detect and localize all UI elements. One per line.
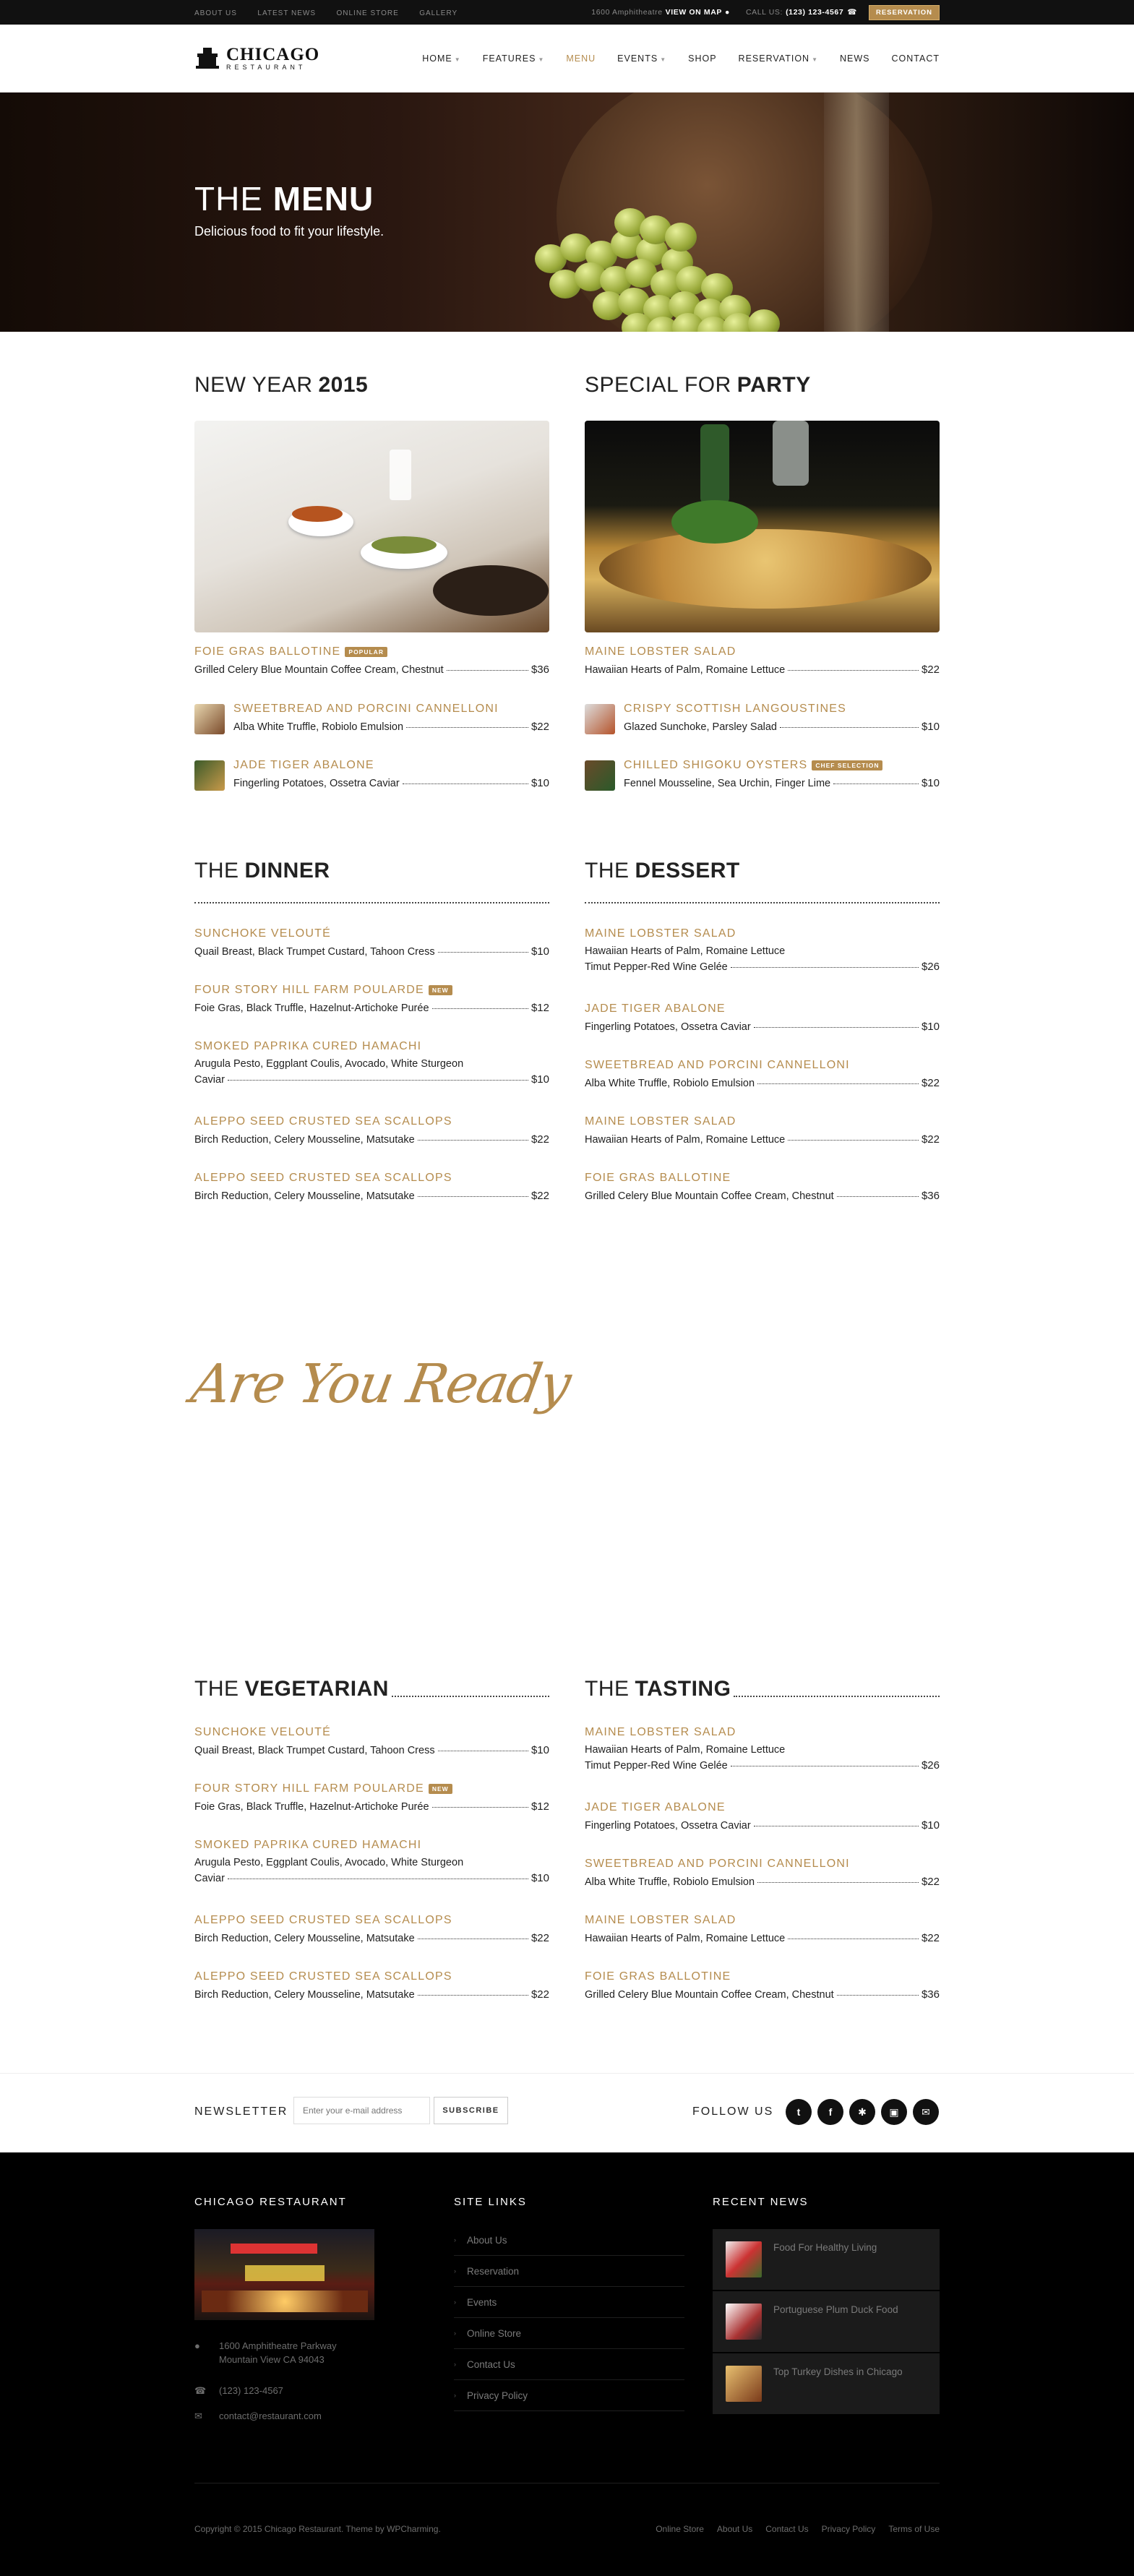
description-text: Fingerling Potatoes, Ossetra Caviar [585, 1021, 751, 1033]
menu-item-description [585, 1021, 940, 1033]
dotted-leader [432, 1807, 528, 1808]
phone-icon: ☎ [194, 2385, 207, 2396]
recent-news-item[interactable] [713, 2353, 940, 2415]
menu-item-price: $26 [921, 961, 940, 973]
menu-item-name[interactable] [233, 703, 549, 716]
site-header [0, 25, 1134, 93]
description-text: Foie Gras, Black Truffle, Hazelnut-Artichoke Purée [194, 1801, 429, 1813]
bottom-link-privacy[interactable]: Privacy Policy [821, 2524, 876, 2534]
dotted-leader [833, 783, 919, 784]
description-text: Grilled Celery Blue Mountain Coffee Cream, Chestnut [194, 664, 444, 676]
menu-item-title: SUNCHOKE VELOUTÉ [194, 927, 332, 940]
nav-reservation[interactable]: RESERVATION ▼ [738, 53, 818, 64]
menu-item-title: MAINE LOBSTER SALAD [585, 1914, 736, 1926]
menu-item-title: ALEPPO SEED CRUSTED SEA SCALLOPS [194, 1115, 452, 1128]
menu-item-thumbnail[interactable] [585, 760, 615, 791]
footer [0, 2152, 1134, 2576]
menu-item-price: $10 [921, 721, 940, 733]
menu-item-name[interactable] [194, 1172, 549, 1185]
footer-site-link[interactable] [454, 2225, 684, 2256]
menu-item-title: CHILLED SHIGOKU OYSTERS [624, 759, 808, 771]
description-text: Timut Pepper-Red Wine Gelée [585, 961, 728, 973]
view-on-map-link[interactable]: VIEW ON MAP [665, 8, 722, 17]
footer-link-label: Events [467, 2296, 497, 2308]
menu-item-name[interactable] [585, 1172, 940, 1185]
nav-home[interactable]: HOME ▼ [422, 53, 461, 64]
description-text: Quail Breast, Black Trumpet Custard, Tahoon Cress [194, 1745, 435, 1756]
nav-features[interactable]: FEATURES ▼ [482, 53, 545, 64]
menu-item[interactable] [194, 984, 549, 1014]
menu-item-title: SWEETBREAD AND PORCINI CANNELLONI [585, 1858, 850, 1870]
menu-item-title: SUNCHOKE VELOUTÉ [194, 1726, 332, 1738]
top-links [194, 6, 475, 19]
menu-item-price: $12 [531, 1800, 549, 1813]
dotted-leader [438, 952, 528, 953]
description-text: Hawaiian Hearts of Palm, Romaine Lettuce [585, 1134, 786, 1146]
top-link-gallery[interactable]: GALLERY [419, 9, 458, 17]
description-text: Alba White Truffle, Robiolo Emulsion [233, 721, 404, 733]
menu-item-title: JADE TIGER ABALONE [233, 759, 374, 771]
menu-item-name[interactable] [194, 1726, 549, 1739]
menu-item-name[interactable] [585, 1801, 940, 1814]
menu-item-description [194, 1800, 549, 1813]
description-text: Birch Reduction, Celery Mousseline, Matsutake [194, 1134, 415, 1146]
menu-item-badge: POPULAR [345, 647, 387, 657]
menu-item-title: MAINE LOBSTER SALAD [585, 1726, 736, 1738]
top-link-about[interactable]: ABOUT US [194, 9, 237, 17]
menu-item[interactable] [585, 1914, 940, 1944]
description-text: Birch Reduction, Celery Mousseline, Matsutake [194, 1190, 415, 1202]
phone-icon: ☎ [847, 8, 857, 17]
copyright: Copyright © 2015 Chicago Restaurant. Theme by WPCharming. [194, 2524, 441, 2534]
news-title[interactable]: Food For Healthy Living [773, 2242, 877, 2253]
menu-item[interactable] [194, 1040, 549, 1086]
menu-item-title: MAINE LOBSTER SALAD [585, 1115, 736, 1128]
footer-site-link[interactable] [454, 2380, 684, 2411]
menu-item-thumbnail[interactable] [585, 704, 615, 734]
menu-item-name[interactable] [585, 1970, 940, 1983]
dotted-leader [418, 1995, 528, 1996]
menu-item-title: ALEPPO SEED CRUSTED SEA SCALLOPS [194, 1914, 452, 1926]
description-text: Fingerling Potatoes, Ossetra Caviar [233, 778, 400, 789]
address-line-1: 1600 Amphitheatre Parkway [219, 2340, 337, 2351]
menu-item-title: SMOKED PAPRIKA CURED HAMACHI [194, 1839, 422, 1851]
footer-email-text[interactable]: contact@restaurant.com [219, 2410, 322, 2421]
section-title-dessert: THE DESSERT [585, 859, 740, 883]
menu-item-badge: NEW [429, 985, 452, 995]
menu-item-badge: NEW [429, 1784, 452, 1794]
envelope-icon: ✉ [194, 2410, 202, 2421]
section-title-party: SPECIAL FOR PARTY [585, 373, 811, 397]
menu-item-price: $36 [921, 1988, 940, 2001]
menu-item-name[interactable] [194, 1782, 549, 1795]
menu-item-name[interactable] [233, 759, 549, 772]
call-label: CALL US: [745, 8, 783, 17]
menu-item-name[interactable] [585, 1914, 940, 1927]
menu-item[interactable] [194, 927, 549, 958]
dotted-leader [757, 1882, 919, 1883]
twitter-icon[interactable]: t [786, 2099, 812, 2125]
menu-item-description [194, 1073, 549, 1086]
menu-item-title: FOIE GRAS BALLOTINE [194, 645, 341, 658]
recent-news-item[interactable] [713, 2291, 940, 2353]
menu-item-name[interactable] [194, 1839, 549, 1852]
menu-item-description [585, 1876, 940, 1888]
menu-item-description-line: Arugula Pesto, Eggplant Coulis, Avocado, White Sturgeon [194, 1857, 464, 1868]
description-text: Alba White Truffle, Robiolo Emulsion [585, 1078, 755, 1089]
menu-item-name[interactable] [194, 1040, 549, 1053]
menu-item-price: $22 [921, 1876, 940, 1888]
menu-item-description [194, 1744, 549, 1756]
menu-item-description [233, 777, 549, 789]
grape-image [665, 223, 697, 252]
bottom-link-contact[interactable]: Contact Us [765, 2524, 809, 2534]
menu-item-title: ALEPPO SEED CRUSTED SEA SCALLOPS [194, 1172, 452, 1184]
description-text: Caviar [194, 1873, 225, 1884]
menu-item-name[interactable] [624, 759, 940, 772]
dotted-leader [837, 1995, 919, 1996]
menu-item-title: FOUR STORY HILL FARM POULARDE [194, 1782, 424, 1795]
menu-item[interactable] [585, 1726, 940, 1772]
menu-item-name[interactable] [194, 1115, 549, 1128]
menu-item-title: SWEETBREAD AND PORCINI CANNELLONI [233, 703, 499, 715]
menu-item-description [585, 1932, 940, 1944]
menu-item-description [194, 1988, 549, 2001]
top-link-news[interactable]: LATEST NEWS [257, 9, 317, 17]
menu-item-title: FOUR STORY HILL FARM POULARDE [194, 984, 424, 996]
bottom-link-terms[interactable]: Terms of Use [888, 2524, 940, 2534]
section-title-newyear: NEW YEAR 2015 [194, 373, 369, 397]
menu-item[interactable] [585, 1801, 940, 1832]
menu-item[interactable] [585, 645, 940, 676]
menu-item-description [194, 664, 549, 676]
menu-item-name[interactable] [585, 1115, 940, 1128]
menu-item-title: SMOKED PAPRIKA CURED HAMACHI [194, 1040, 422, 1052]
menu-item[interactable] [194, 1970, 549, 2001]
menu-item-description [585, 961, 940, 973]
menu-item-description [585, 1133, 940, 1146]
footer-phone [194, 2385, 283, 2397]
menu-item-price: $26 [921, 1759, 940, 1772]
description-text: Hawaiian Hearts of Palm, Romaine Lettuce [585, 1933, 786, 1944]
bottom-link-about[interactable]: About Us [716, 2524, 753, 2534]
dotted-leader [418, 1196, 528, 1197]
menu-item[interactable] [585, 1059, 940, 1089]
menu-item-price: $10 [531, 1872, 549, 1884]
footer-title-about: CHICAGO RESTAURANT [194, 2196, 347, 2208]
dotted-leader [228, 1080, 528, 1081]
menu-item-description [585, 1988, 940, 2001]
dotted-leader [731, 967, 919, 968]
menu-item[interactable] [624, 703, 940, 733]
nav-shop[interactable]: SHOP [688, 53, 717, 64]
menu-item[interactable] [194, 1115, 549, 1146]
menu-item-name[interactable] [585, 927, 940, 940]
description-text: Fingerling Potatoes, Ossetra Caviar [585, 1820, 751, 1832]
menu-item-price: $10 [531, 1073, 549, 1086]
footer-link-label: Online Store [467, 2327, 522, 2339]
menu-item-description-line: Hawaiian Hearts of Palm, Romaine Lettuce [585, 1744, 786, 1756]
menu-item-description [585, 1077, 940, 1089]
menu-item-title: SWEETBREAD AND PORCINI CANNELLONI [585, 1059, 850, 1071]
description-text: Quail Breast, Black Trumpet Custard, Tahoon Cress [194, 946, 435, 958]
menu-item[interactable] [585, 1858, 940, 1888]
menu-item[interactable] [624, 759, 940, 789]
description-text: Grilled Celery Blue Mountain Coffee Cream, Chestnut [585, 1989, 834, 2001]
menu-item[interactable] [233, 703, 549, 733]
menu-item-description [194, 1190, 549, 1202]
news-title[interactable]: Portuguese Plum Duck Food [773, 2304, 898, 2315]
menu-item-price: $10 [531, 945, 549, 958]
follow-us-label: FOLLOW US [692, 2105, 774, 2118]
menu-item-name[interactable] [194, 927, 549, 940]
footer-phone-text[interactable]: (123) 123-4567 [219, 2385, 283, 2396]
menu-item-price: $10 [921, 1021, 940, 1033]
hero-title: THE MENU [194, 180, 374, 218]
menu-item-name[interactable] [585, 1059, 940, 1072]
menu-item-description [194, 1002, 549, 1014]
menu-item-name[interactable] [585, 645, 940, 658]
email-icon[interactable]: ✉ [913, 2099, 939, 2125]
top-bar [0, 0, 1134, 25]
chevron-right-icon: › [454, 2330, 456, 2337]
menu-item-price: $36 [531, 664, 549, 676]
menu-item-price: $12 [531, 1002, 549, 1014]
menu-item-description-line: Arugula Pesto, Eggplant Coulis, Avocado, White Sturgeon [194, 1058, 464, 1070]
description-text: Grilled Celery Blue Mountain Coffee Cream, Chestnut [585, 1190, 834, 1202]
reservation-button[interactable]: RESERVATION [869, 5, 940, 20]
description-text: Fennel Mousseline, Sea Urchin, Finger Lime [624, 778, 831, 789]
footer-site-link[interactable] [454, 2256, 684, 2287]
dotted-leader [788, 1140, 919, 1141]
newsletter-label: NEWSLETTER [194, 2105, 288, 2118]
map-pin-icon: ● [725, 8, 730, 17]
main-nav [422, 53, 940, 64]
yelp-icon[interactable]: ✱ [849, 2099, 875, 2125]
description-text: Foie Gras, Black Truffle, Hazelnut-Artichoke Purée [194, 1003, 429, 1014]
menu-item-price: $10 [921, 1819, 940, 1832]
menu-item-price: $22 [531, 1190, 549, 1202]
chevron-right-icon: › [454, 2236, 456, 2244]
chevron-right-icon: › [454, 2361, 456, 2368]
menu-item-thumbnail[interactable] [194, 760, 225, 791]
instagram-icon[interactable]: ▣ [881, 2099, 907, 2125]
menu-item-price: $22 [531, 1932, 549, 1944]
menu-item-description [585, 1190, 940, 1202]
menu-item-description [624, 721, 940, 733]
menu-item-description [194, 1133, 549, 1146]
chevron-right-icon: › [454, 2267, 456, 2275]
description-text: Hawaiian Hearts of Palm, Romaine Lettuce [585, 664, 786, 676]
menu-item-price: $22 [921, 664, 940, 676]
divider [194, 902, 549, 903]
dotted-leader [447, 670, 528, 671]
menu-item-name[interactable] [585, 1726, 940, 1739]
menu-item-title: FOIE GRAS BALLOTINE [585, 1172, 731, 1184]
menu-item[interactable] [194, 1914, 549, 1944]
menu-item-title: CRISPY SCOTTISH LANGOUSTINES [624, 703, 847, 715]
menu-item-name[interactable] [194, 984, 549, 997]
menu-item-name[interactable] [585, 1858, 940, 1871]
logo-name: CHICAGO [226, 45, 320, 64]
hero-banner [0, 93, 1134, 332]
menu-item-badge: CHEF SELECTION [812, 760, 882, 770]
menu-item-price: $36 [921, 1190, 940, 1202]
nav-menu[interactable]: MENU [566, 53, 596, 64]
menu-item[interactable] [194, 1726, 549, 1756]
description-text: Glazed Sunchoke, Parsley Salad [624, 721, 777, 733]
menu-item-title: JADE TIGER ABALONE [585, 1801, 726, 1813]
footer-site-link[interactable] [454, 2349, 684, 2380]
footer-address [194, 2340, 337, 2365]
menu-item-description [194, 1932, 549, 1944]
news-thumbnail [726, 2366, 762, 2402]
menu-item-name[interactable] [194, 1970, 549, 1983]
footer-link-label: About Us [467, 2234, 507, 2246]
footer-site-link[interactable] [454, 2287, 684, 2318]
footer-site-link[interactable] [454, 2318, 684, 2349]
menu-item-price: $22 [531, 1988, 549, 2001]
chevron-down-icon: ▼ [454, 56, 461, 63]
wine-glass-image [824, 93, 889, 332]
menu-item-description [624, 777, 940, 789]
menu-item-name[interactable] [585, 1003, 940, 1016]
dotted-leader [780, 727, 919, 728]
chevron-right-icon: › [454, 2298, 456, 2306]
chevron-down-icon: ▼ [812, 56, 818, 63]
footer-bottom-links [656, 2524, 940, 2534]
menu-item[interactable] [585, 1115, 940, 1146]
chevron-right-icon: › [454, 2392, 456, 2399]
menu-item-price: $10 [531, 777, 549, 789]
menu-item-name[interactable] [194, 645, 549, 658]
menu-item-description [194, 1872, 549, 1884]
menu-item-price: $10 [531, 1744, 549, 1756]
top-address: 1600 Amphitheatre [591, 8, 663, 17]
chevron-down-icon: ▼ [660, 56, 667, 63]
menu-item[interactable] [585, 927, 940, 973]
section-title-vegetarian: THE VEGETARIAN [194, 1677, 549, 1701]
logo-subtitle: RESTAURANT [226, 64, 306, 71]
description-text: Timut Pepper-Red Wine Gelée [585, 1760, 728, 1772]
restaurant-storefront-image [194, 2229, 374, 2320]
menu-item-description [585, 1819, 940, 1832]
dotted-leader [406, 727, 528, 728]
logo-icon [194, 46, 220, 71]
menu-item-name[interactable] [624, 703, 940, 716]
footer-title-news: RECENT NEWS [713, 2196, 809, 2208]
menu-item-description [233, 721, 549, 733]
news-thumbnail [726, 2241, 762, 2277]
menu-item-description [585, 664, 940, 676]
are-you-ready-script: Are You Ready [186, 1353, 575, 1415]
nav-news[interactable]: NEWS [840, 53, 870, 64]
menu-item-description [585, 1759, 940, 1772]
menu-item[interactable] [585, 1003, 940, 1033]
menu-item-title: MAINE LOBSTER SALAD [585, 927, 736, 940]
footer-link-label: Reservation [467, 2265, 520, 2277]
newsletter-bar [0, 2073, 1134, 2152]
recent-news-item[interactable] [713, 2229, 940, 2291]
menu-item[interactable] [585, 1970, 940, 2001]
menu-item-price: $22 [531, 1133, 549, 1146]
footer-email [194, 2410, 322, 2422]
menu-item-description [194, 945, 549, 958]
menu-item[interactable] [194, 1172, 549, 1202]
party-pizza-photo [585, 421, 940, 632]
menu-item-description-line: Hawaiian Hearts of Palm, Romaine Lettuce [585, 945, 786, 957]
dotted-leader [418, 1140, 528, 1141]
menu-item-title: ALEPPO SEED CRUSTED SEA SCALLOPS [194, 1970, 452, 1983]
divider [585, 902, 940, 903]
menu-item-title: JADE TIGER ABALONE [585, 1003, 726, 1015]
menu-item[interactable] [194, 645, 549, 676]
menu-item-price: $10 [921, 777, 940, 789]
menu-item[interactable] [194, 1839, 549, 1884]
dotted-leader [757, 1083, 919, 1084]
menu-item-price: $22 [531, 721, 549, 733]
new-year-photo [194, 421, 549, 632]
menu-item-price: $22 [921, 1133, 940, 1146]
description-text: Caviar [194, 1074, 225, 1086]
hero-subtitle: Delicious food to fit your lifestyle. [194, 224, 385, 239]
footer-link-label: Privacy Policy [467, 2390, 528, 2401]
dotted-leader [403, 783, 528, 784]
nav-events[interactable]: EVENTS ▼ [617, 53, 667, 64]
chevron-down-icon: ▼ [538, 56, 545, 63]
description-text: Birch Reduction, Celery Mousseline, Matsutake [194, 1989, 415, 2001]
map-pin-icon: ● [194, 2340, 200, 2351]
menu-item-thumbnail[interactable] [194, 704, 225, 734]
logo[interactable] [194, 46, 319, 71]
dotted-leader [754, 1027, 919, 1028]
dotted-leader [837, 1196, 919, 1197]
menu-item-title: MAINE LOBSTER SALAD [585, 645, 736, 658]
menu-item[interactable] [585, 1172, 940, 1202]
menu-item[interactable] [194, 1782, 549, 1813]
newsletter-email-input[interactable] [293, 2097, 430, 2124]
menu-item-price: $22 [921, 1077, 940, 1089]
menu-item-price: $22 [921, 1932, 940, 1944]
description-text: Birch Reduction, Celery Mousseline, Matsutake [194, 1933, 415, 1944]
dotted-leader [432, 1008, 528, 1009]
menu-item-name[interactable] [194, 1914, 549, 1927]
bottom-link-store[interactable]: Online Store [656, 2524, 704, 2534]
nav-contact[interactable]: CONTACT [891, 53, 940, 64]
footer-title-links: SITE LINKS [454, 2196, 527, 2208]
menu-item-title: FOIE GRAS BALLOTINE [585, 1970, 731, 1983]
top-link-store[interactable]: ONLINE STORE [336, 9, 399, 17]
dotted-leader [788, 670, 919, 671]
address-line-2: Mountain View CA 94043 [219, 2354, 325, 2365]
news-title[interactable]: Top Turkey Dishes in Chicago [773, 2366, 903, 2377]
menu-item[interactable] [233, 759, 549, 789]
top-phone[interactable]: (123) 123-4567 [786, 8, 844, 17]
facebook-icon[interactable]: f [817, 2099, 843, 2125]
section-title-tasting: THE TASTING [585, 1677, 940, 1701]
description-text: Alba White Truffle, Robiolo Emulsion [585, 1876, 755, 1888]
section-title-dinner: THE DINNER [194, 859, 330, 883]
footer-link-label: Contact Us [467, 2358, 515, 2370]
news-thumbnail [726, 2304, 762, 2340]
subscribe-button[interactable]: SUBSCRIBE [434, 2097, 508, 2124]
